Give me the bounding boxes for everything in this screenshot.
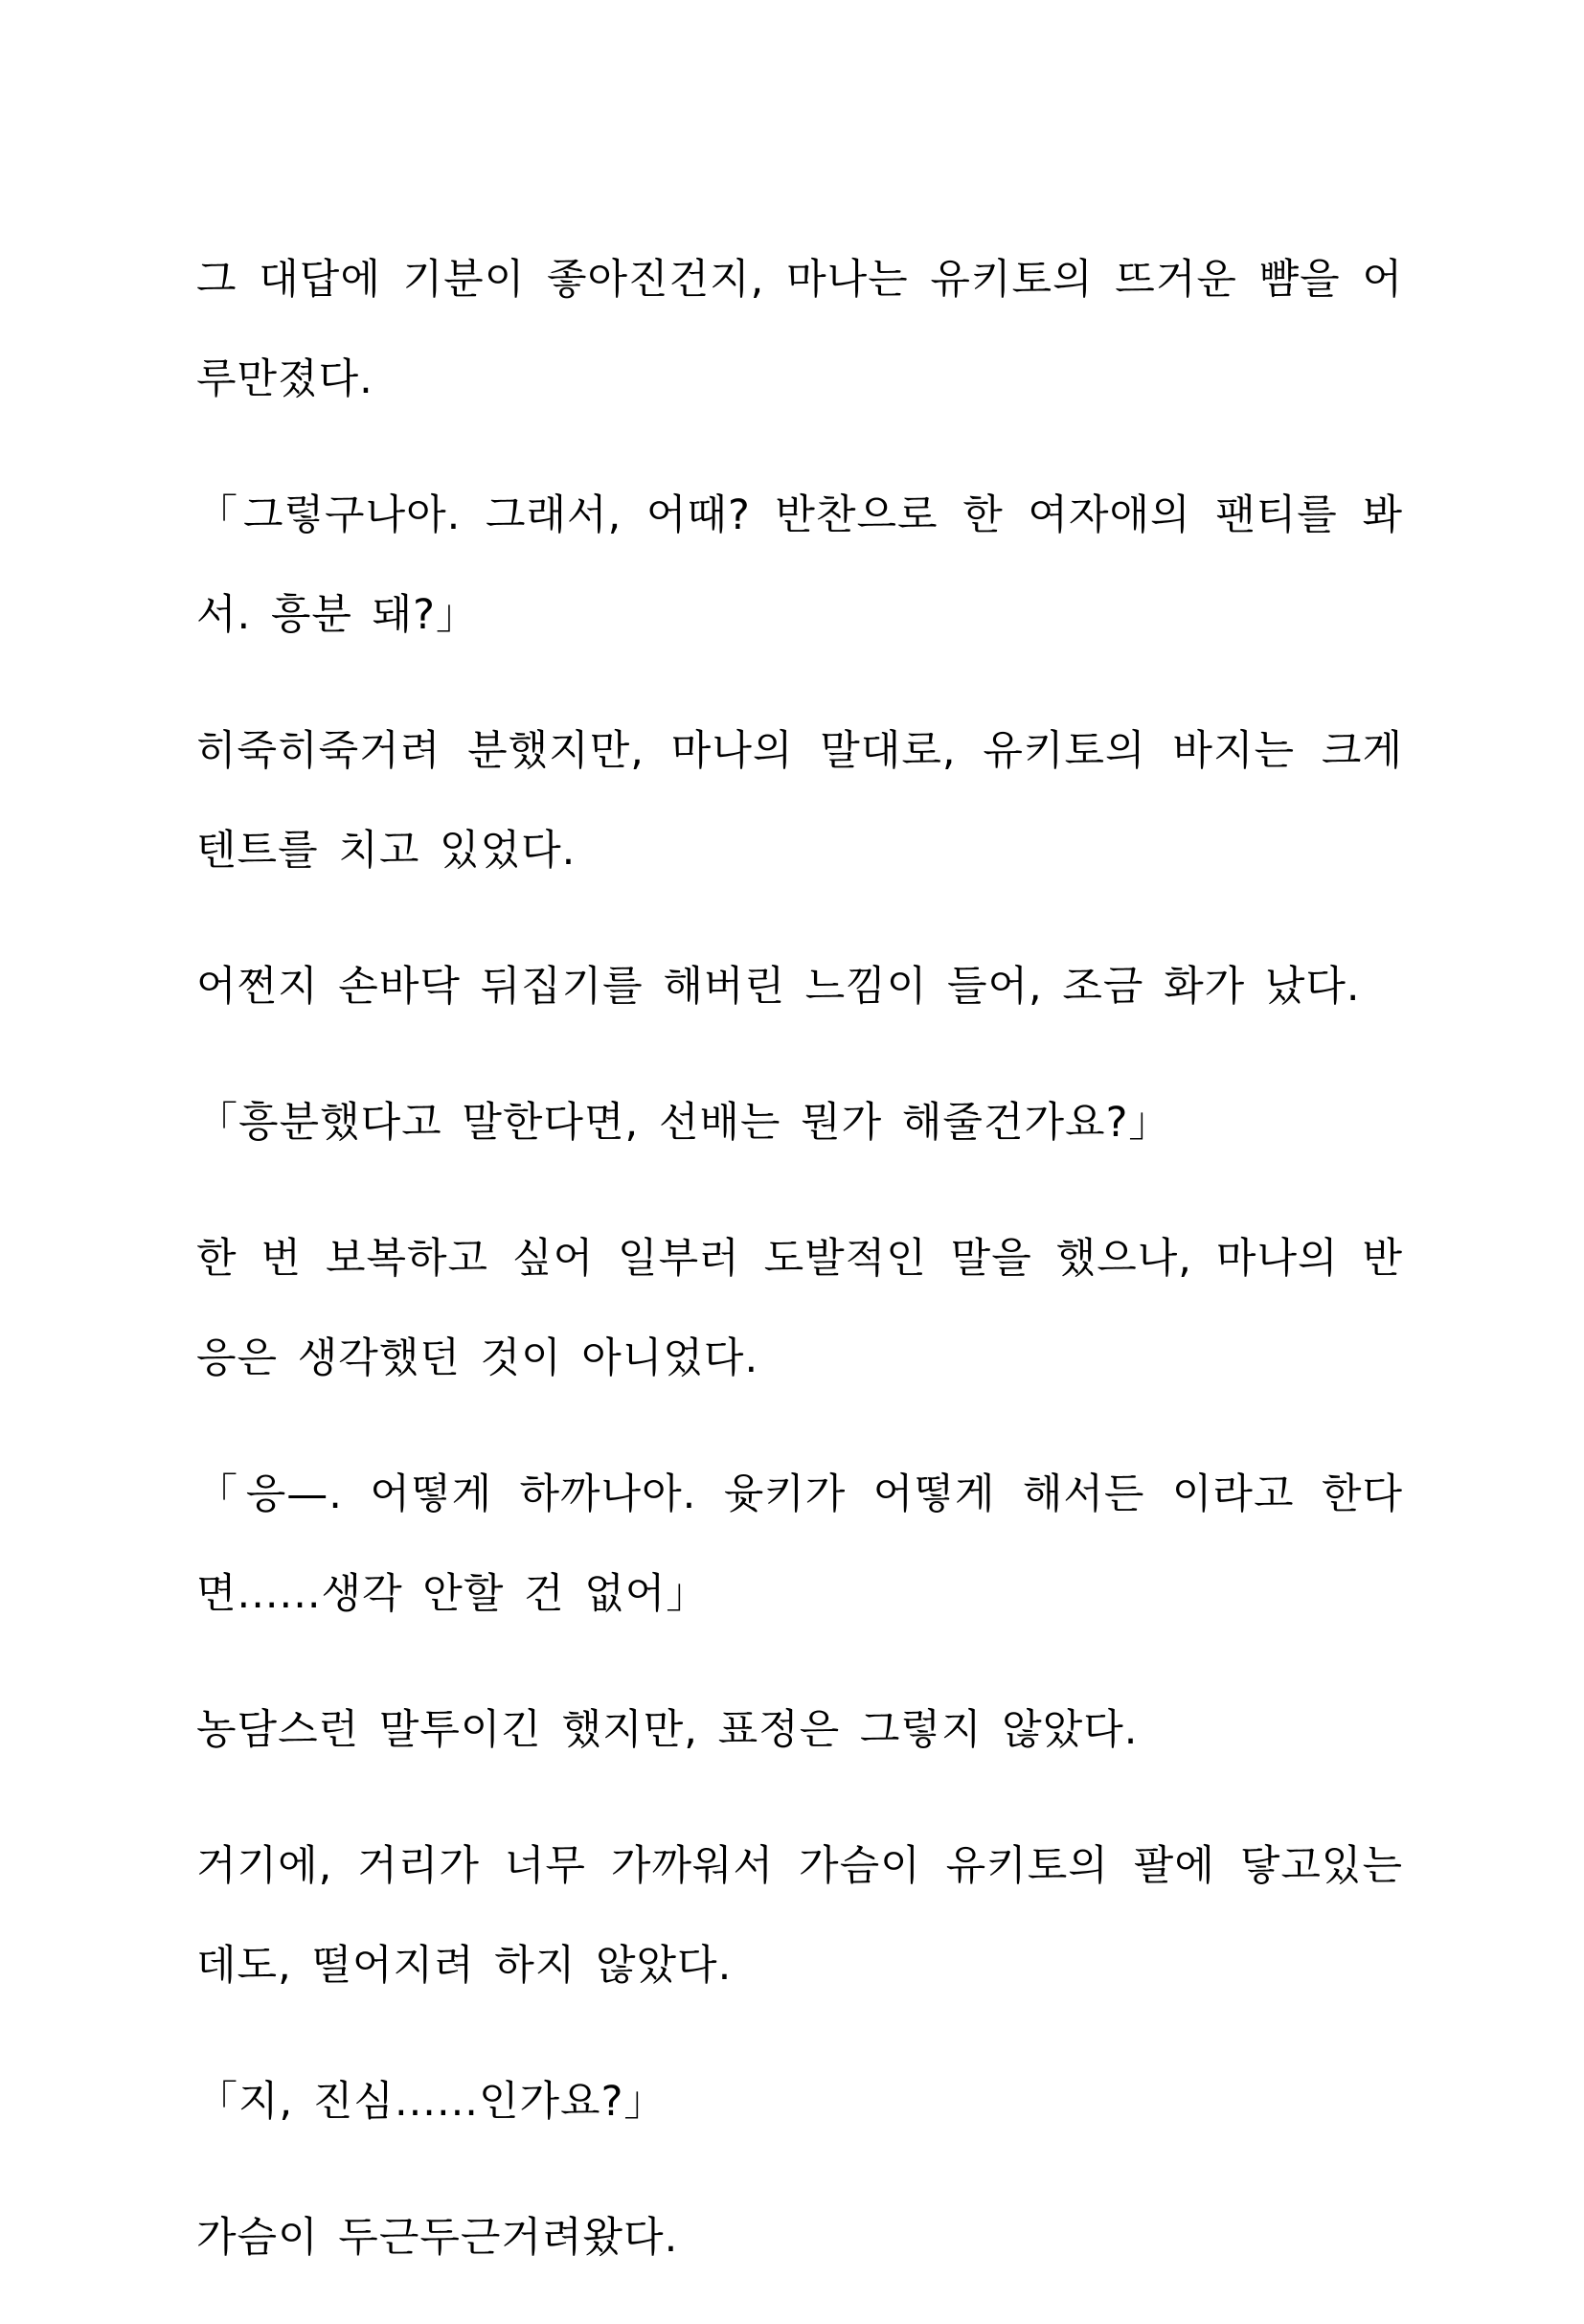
paragraph-9: 거기에, 거리가 너무 가까워서 가슴이 유키토의 팔에 닿고있는데도, 떨어지려 하지 않았다.: [196, 1842, 1403, 1990]
paragraph-6: 한 번 보복하고 싶어 일부러 도발적인 말을 했으나, 마나의 반응은 생각했던 것이 아니었다.: [196, 1235, 1403, 1382]
paragraph-11: 가슴이 두근두근거려왔다.: [196, 2214, 679, 2262]
paragraph-8: 농담스런 말투이긴 했지만, 표정은 그렇지 않았다.: [196, 1706, 1139, 1754]
paragraph-5: 「흥분했다고 말한다면, 선배는 뭔가 해줄건가요?」: [196, 1099, 1171, 1147]
paragraph-1: 그 대답에 기분이 좋아진건지, 마나는 유키토의 뜨거운 뺨을 어루만졌다.: [196, 256, 1403, 403]
paragraph-7: 「응—. 어떻게 하까나아. 윳키가 어떻게 해서든 이라고 한다면......생각 안할 건 없어」: [196, 1470, 1403, 1618]
paragraph-3: 히죽히죽거려 분했지만, 마나의 말대로, 유키토의 바지는 크게 텐트를 치고 있었다.: [196, 727, 1403, 875]
paragraph-10: 「지, 진심......인가요?」: [196, 2078, 667, 2126]
paragraph-2: 「그렇구나아. 그래서, 어때? 반찬으로 한 여자애의 팬티를 봐서. 흥분 돼?」: [196, 491, 1403, 639]
paragraph-4: 어쩐지 손바닥 뒤집기를 해버린 느낌이 들어, 조금 화가 났다.: [196, 963, 1361, 1011]
document-body: [196, 230, 1403, 2324]
